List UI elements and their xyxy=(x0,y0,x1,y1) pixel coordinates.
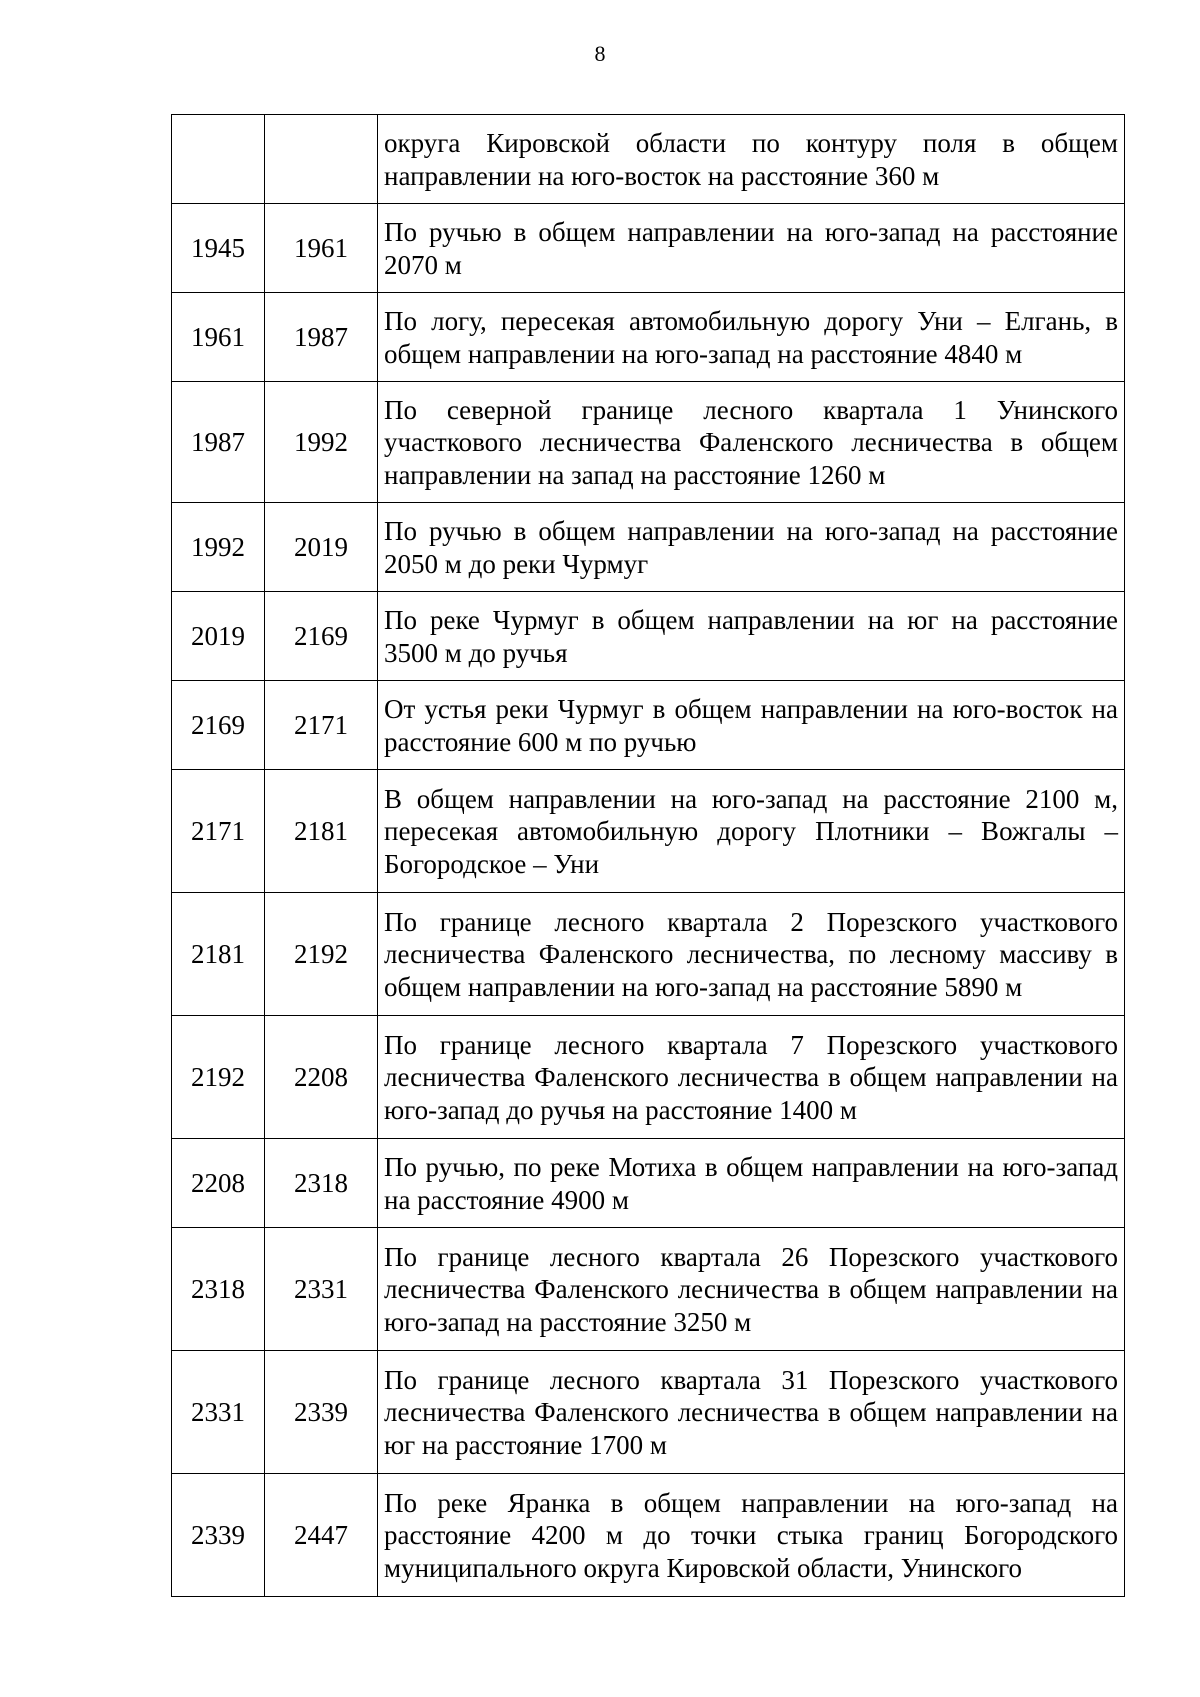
description-cell: округа Кировской области по контуру поля в общем направлении на юго-восток на расстояние 360 м xyxy=(378,115,1125,204)
to-point-cell: 1961 xyxy=(265,204,378,293)
from-point-cell: 2208 xyxy=(172,1139,265,1228)
table-row xyxy=(172,1351,1125,1474)
to-point-cell: 2192 xyxy=(265,893,378,1016)
to-point-cell: 2171 xyxy=(265,681,378,770)
description-cell: По реке Чурмуг в общем направлении на юг на расстояние 3500 м до ручья xyxy=(378,592,1125,681)
table-row xyxy=(172,1016,1125,1139)
from-point-cell: 2019 xyxy=(172,592,265,681)
description-cell: По ручью в общем направлении на юго-запад на расстояние 2070 м xyxy=(378,204,1125,293)
to-point-cell: 2169 xyxy=(265,592,378,681)
to-point-cell: 2331 xyxy=(265,1228,378,1351)
description-cell: По границе лесного квартала 31 Порезского участкового лесничества Фаленского лесничества в общем направлении на юг на расстояние 1700 м xyxy=(378,1351,1125,1474)
description-cell: По реке Яранка в общем направлении на юго-запад на расстояние 4200 м до точки стыка границ Богородского муниципального округа Кировской области, Унинского xyxy=(378,1474,1125,1597)
to-point-cell xyxy=(265,115,378,204)
description-cell: По границе лесного квартала 26 Порезского участкового лесничества Фаленского лесничества в общем направлении на юго-запад на расстояние 3250 м xyxy=(378,1228,1125,1351)
to-point-cell: 2447 xyxy=(265,1474,378,1597)
from-point-cell: 1945 xyxy=(172,204,265,293)
table-row xyxy=(172,293,1125,382)
description-cell: По границе лесного квартала 7 Порезского участкового лесничества Фаленского лесничества в общем направлении на юго-запад до ручья на расстояние 1400 м xyxy=(378,1016,1125,1139)
description-cell: По логу, пересекая автомобильную дорогу Уни – Елгань, в общем направлении на юго-запад на расстояние 4840 м xyxy=(378,293,1125,382)
to-point-cell: 2019 xyxy=(265,503,378,592)
description-cell: По ручью в общем направлении на юго-запад на расстояние 2050 м до реки Чурмуг xyxy=(378,503,1125,592)
from-point-cell: 2331 xyxy=(172,1351,265,1474)
page-number: 8 xyxy=(594,41,606,66)
boundary-description-table xyxy=(171,114,1125,1597)
to-point-cell: 1987 xyxy=(265,293,378,382)
from-point-cell xyxy=(172,115,265,204)
from-point-cell: 2171 xyxy=(172,770,265,893)
table-row xyxy=(172,1228,1125,1351)
from-point-cell: 2181 xyxy=(172,893,265,1016)
from-point-cell: 2192 xyxy=(172,1016,265,1139)
description-cell: По северной границе лесного квартала 1 Унинского участкового лесничества Фаленского лесничества в общем направлении на запад на расстояние 1260 м xyxy=(378,382,1125,503)
table-row xyxy=(172,382,1125,503)
from-point-cell: 1987 xyxy=(172,382,265,503)
from-point-cell: 1992 xyxy=(172,503,265,592)
description-cell: В общем направлении на юго-запад на расстояние 2100 м, пересекая автомобильную дорогу Плотники – Вожгалы – Богородское – Уни xyxy=(378,770,1125,893)
description-cell: По границе лесного квартала 2 Порезского участкового лесничества Фаленского лесничества, по лесному массиву в общем направлении на юго-запад на расстояние 5890 м xyxy=(378,893,1125,1016)
table-row xyxy=(172,1139,1125,1228)
table-row xyxy=(172,893,1125,1016)
to-point-cell: 2339 xyxy=(265,1351,378,1474)
to-point-cell: 2318 xyxy=(265,1139,378,1228)
to-point-cell: 2181 xyxy=(265,770,378,893)
from-point-cell: 2169 xyxy=(172,681,265,770)
to-point-cell: 1992 xyxy=(265,382,378,503)
table-row xyxy=(172,204,1125,293)
from-point-cell: 2339 xyxy=(172,1474,265,1597)
table-row xyxy=(172,1474,1125,1597)
description-cell: От устья реки Чурмуг в общем направлении на юго-восток на расстояние 600 м по ручью xyxy=(378,681,1125,770)
table-row xyxy=(172,115,1125,204)
table-row xyxy=(172,681,1125,770)
table-row xyxy=(172,503,1125,592)
to-point-cell: 2208 xyxy=(265,1016,378,1139)
from-point-cell: 2318 xyxy=(172,1228,265,1351)
description-cell: По ручью, по реке Мотиха в общем направлении на юго-запад на расстояние 4900 м xyxy=(378,1139,1125,1228)
table-row xyxy=(172,770,1125,893)
from-point-cell: 1961 xyxy=(172,293,265,382)
table-row xyxy=(172,592,1125,681)
